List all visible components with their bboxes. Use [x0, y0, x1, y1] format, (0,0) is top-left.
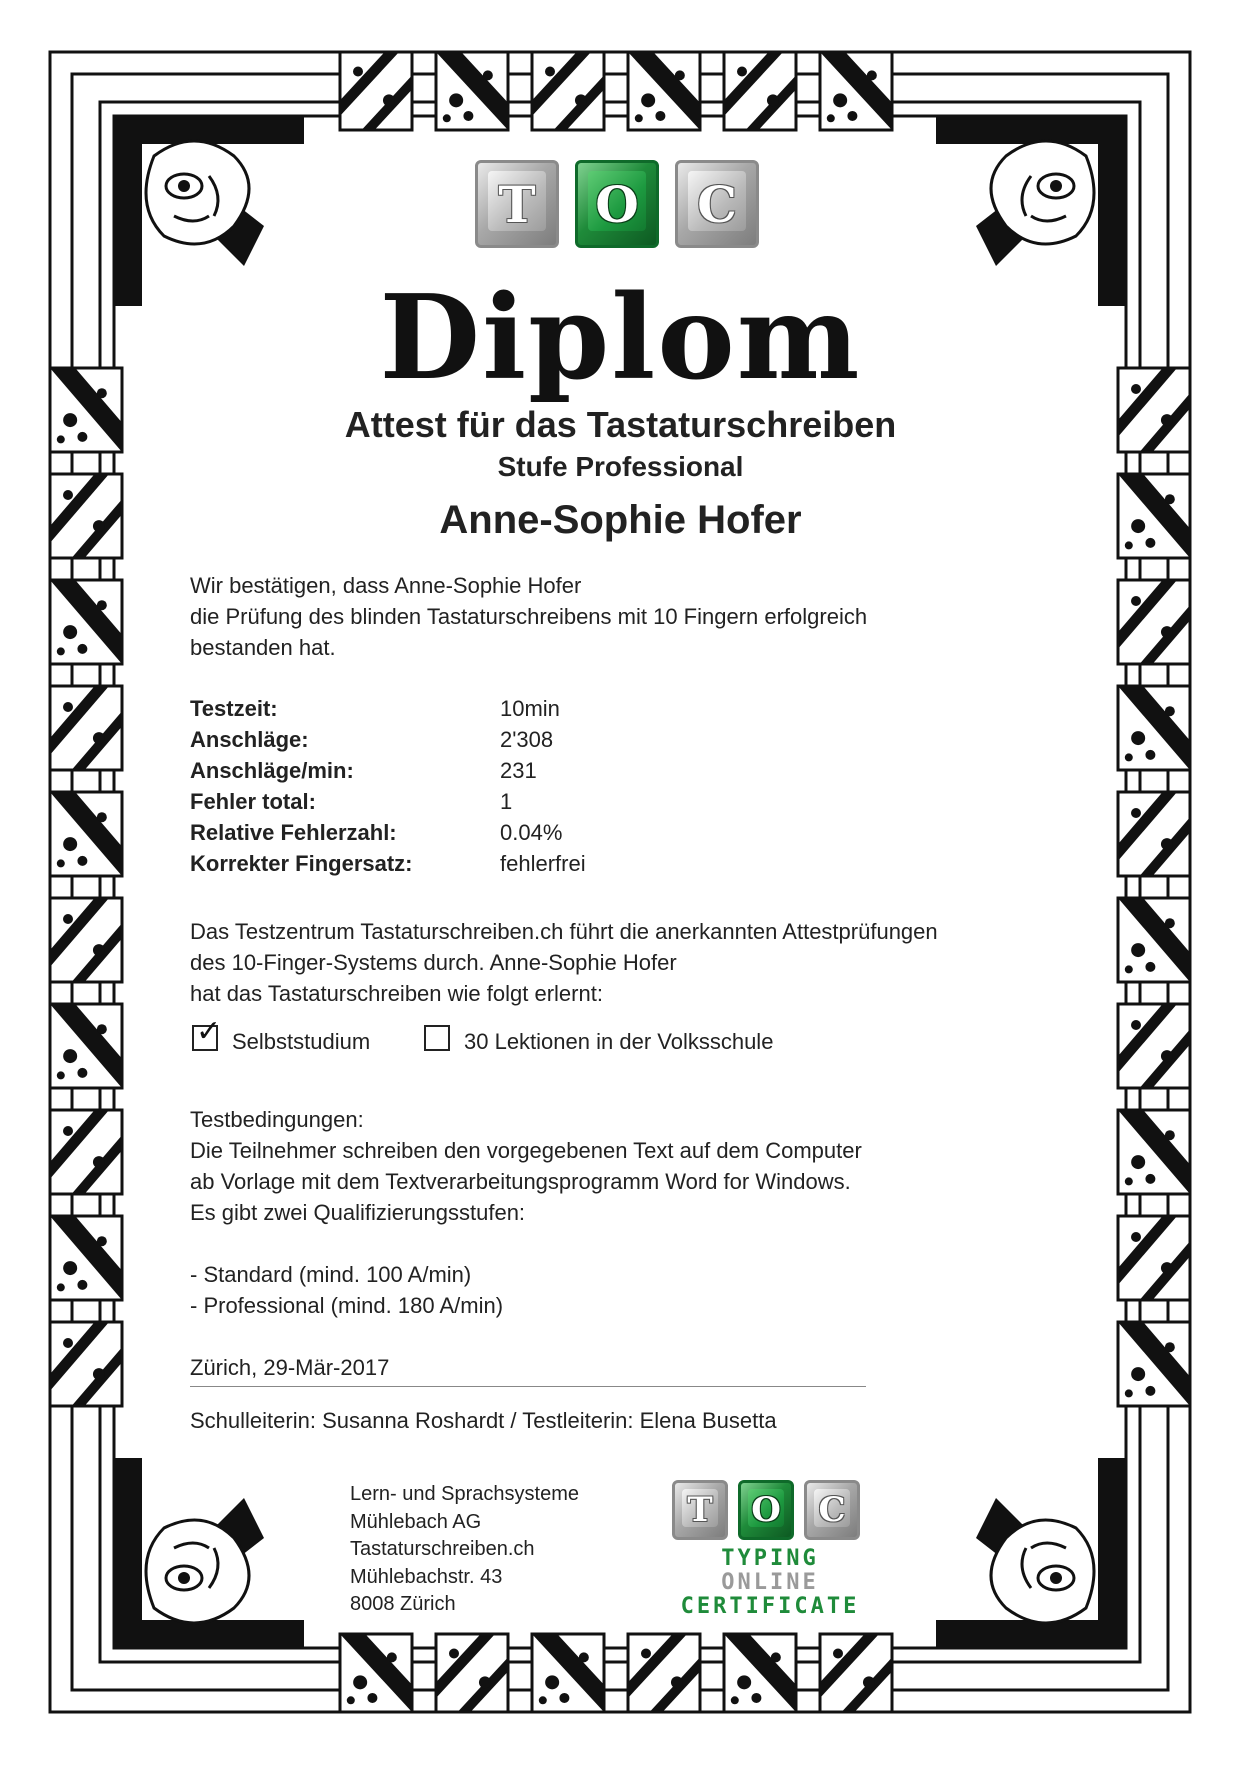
border-tile — [532, 1634, 604, 1712]
result-label: Fehler total: — [190, 789, 316, 814]
signers: Schulleiterin: Susanna Roshardt / Testleiterin: Elena Busetta — [190, 1408, 777, 1433]
test-center-line: hat das Tastaturschreiben wie folgt erlernt: — [190, 981, 603, 1006]
issue-date: Zürich, 29-Mär-2017 — [190, 1355, 390, 1380]
badge-key-o: O — [738, 1480, 794, 1540]
result-value: fehlerfrei — [500, 851, 586, 876]
selbststudium-checkbox — [192, 1015, 222, 1051]
border-tile — [1118, 686, 1190, 770]
diploma-title: Diplom — [379, 270, 862, 406]
border-tile — [50, 580, 122, 664]
border-tile — [1118, 1216, 1190, 1300]
test-center-line: Das Testzentrum Tastaturschreiben.ch führt die anerkannten Attestprüfungen — [190, 919, 938, 944]
result-value: 231 — [500, 758, 537, 783]
confirmation-line: die Prüfung des blinden Tastaturschreibens mit 10 Fingern erfolgreich — [190, 604, 868, 629]
logo-key-o: O — [575, 160, 659, 248]
border-tile — [724, 52, 796, 130]
border-tile — [50, 898, 122, 982]
border-tile — [50, 1004, 122, 1088]
confirmation-text — [190, 570, 1090, 663]
confirmation-line: Wir bestätigen, dass Anne-Sophie Hofer — [190, 573, 582, 598]
conditions-heading: Testbedingungen: — [190, 1107, 364, 1132]
border-tile — [1118, 1004, 1190, 1088]
badge-text-online: ONLINE — [721, 1570, 819, 1595]
border-tile — [50, 1322, 122, 1406]
result-value: 0.04% — [500, 820, 563, 845]
result-label: Anschläge/min: — [190, 758, 354, 783]
issuer-address — [350, 1481, 579, 1619]
option-label: Selbststudium — [232, 1029, 371, 1054]
result-label: Korrekter Fingersatz: — [190, 851, 413, 876]
border-tile — [50, 1216, 122, 1300]
address-line: Mühlebach AG — [350, 1510, 482, 1533]
result-value: 2'308 — [500, 727, 554, 752]
test-center-line: des 10-Finger-Systems durch. Anne-Sophie Hofer — [190, 950, 677, 975]
result-label: Anschläge: — [190, 727, 309, 752]
border-tile — [724, 1634, 796, 1712]
border-tile — [532, 52, 604, 130]
address-line: Tastaturschreiben.ch — [350, 1538, 535, 1560]
border-tile — [50, 686, 122, 770]
corner-ornament-icon — [936, 1458, 1126, 1648]
confirmation-line: bestanden hat. — [190, 635, 336, 660]
test-conditions — [190, 1104, 1090, 1321]
border-tile — [1118, 1110, 1190, 1194]
conditions-line: ab Vorlage mit dem Textverarbeitungsprogramm Word for Windows. — [190, 1169, 851, 1194]
border-tile — [1118, 792, 1190, 876]
border-tile — [50, 1110, 122, 1194]
result-value: 10min — [500, 696, 560, 721]
result-label: Relative Fehlerzahl: — [190, 820, 397, 845]
address-line: Mühlebachstr. 43 — [350, 1565, 503, 1588]
check-mark-icon: ✓ — [196, 1015, 222, 1048]
border-tile — [820, 1634, 892, 1712]
logo-key-c: C — [675, 160, 759, 248]
badge-text-certificate: CERTIFICATE — [680, 1594, 860, 1619]
badge-text-typing: TYPING — [721, 1546, 819, 1571]
conditions-line: Es gibt zwei Qualifizierungsstufen: — [190, 1200, 526, 1225]
border-tile — [1118, 1322, 1190, 1406]
conditions-line: Die Teilnehmer schreiben den vorgegebenen Text auf dem Computer — [190, 1138, 862, 1163]
logo-key-t: T — [475, 160, 559, 248]
recipient-name: Anne-Sophie Hofer — [439, 498, 802, 542]
signature-line — [190, 1386, 866, 1387]
border-tile — [340, 52, 412, 130]
badge-key-c: C — [804, 1480, 860, 1540]
border-tile — [340, 1634, 412, 1712]
address-line: 8008 Zürich — [350, 1593, 456, 1615]
result-value: 1 — [500, 789, 513, 814]
test-center-text — [190, 916, 1090, 1009]
border-tile — [436, 1634, 508, 1712]
badge-key-t: T — [672, 1480, 728, 1540]
border-tile — [436, 52, 508, 130]
certificate-subtitle: Attest für das Tastaturschreiben — [344, 404, 897, 445]
volksschule-checkbox — [424, 1025, 450, 1051]
border-tile — [50, 792, 122, 876]
border-tile — [628, 52, 700, 130]
certificate-level: Stufe Professional — [497, 451, 744, 482]
corner-ornament-icon — [114, 1458, 304, 1648]
qualification-level: - Professional (mind. 180 A/min) — [190, 1293, 504, 1318]
option-label: 30 Lektionen in der Volksschule — [464, 1029, 774, 1054]
border-tile — [1118, 580, 1190, 664]
address-line: Lern- und Sprachsysteme — [350, 1483, 580, 1505]
result-label: Testzeit: — [190, 696, 278, 721]
border-tile — [820, 52, 892, 130]
border-tile — [628, 1634, 700, 1712]
qualification-level: - Standard (mind. 100 A/min) — [190, 1262, 472, 1287]
border-tile — [1118, 898, 1190, 982]
